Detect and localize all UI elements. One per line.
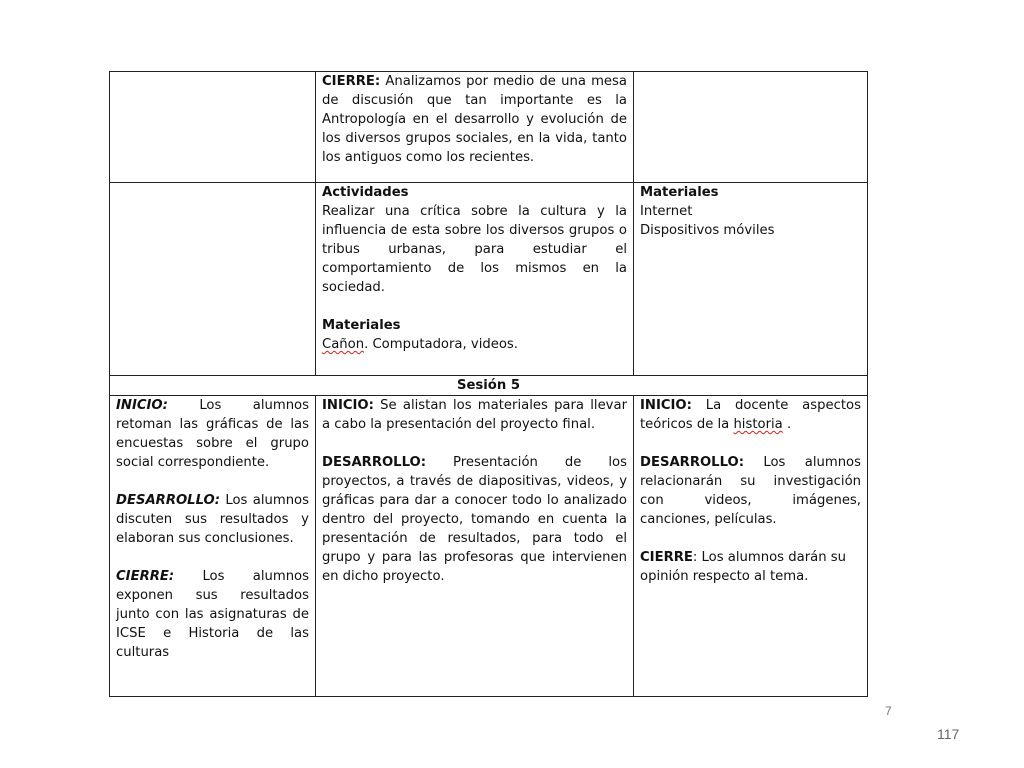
- row1-col2-cell: [316, 72, 634, 183]
- desarrollo-label: DESARROLLO:: [116, 493, 220, 508]
- lesson-plan-table: [109, 71, 868, 697]
- material-item: Dispositivos móviles: [640, 223, 775, 238]
- row1-col1-cell: [110, 72, 316, 183]
- row4-col1-cell: [110, 396, 316, 697]
- actividades-text: Realizar una crítica sobre la cultura y la influencia de esta sobre los diversos grupos o tribus urbanas, para estudiar el comportamiento de los mismos en la sociedad.: [322, 204, 627, 295]
- inicio-text: Los alumnos retoman las gráficas de las encuestas sobre el grupo social correspondiente.: [116, 398, 309, 470]
- inicio-tail: .: [782, 417, 792, 432]
- desarrollo-text: Los alumnos discuten sus resultados y elaboran sus conclusiones.: [116, 493, 309, 546]
- desarrollo-text: Presentación de los proyectos, a través de diapositivas, videos, y gráficas para dar a conocer todo lo analizado dentro del proyecto, tomando en cuenta la presentación de resultados, para todo el grupo y para las profesoras que intervienen en dicho proyecto.: [322, 455, 627, 584]
- materiales-word: Cañon: [322, 337, 365, 352]
- materiales-label-right: Materiales: [640, 185, 719, 200]
- session-header: Sesión 5: [110, 376, 868, 396]
- row2-col2-cell: [316, 183, 634, 376]
- page-number-small: 7: [885, 704, 892, 718]
- cierre-text: Analizamos por medio de una mesa de discusión que tan importante es la Antropología en el desarrollo y evolución de los diversos grupos sociales, en la vida, tanto los antiguos como los recientes.: [322, 74, 627, 165]
- table-row: [110, 396, 868, 697]
- inicio-text: Se alistan los materiales para llevar a cabo la presentación del proyecto final.: [322, 398, 627, 432]
- cierre-text: Los alumnos exponen sus resultados junto con las asignaturas de ICSE e Historia de las culturas: [116, 569, 309, 660]
- table-row: [110, 72, 868, 183]
- table-row: [110, 183, 868, 376]
- row4-col3-cell: [634, 396, 868, 697]
- materiales-label: Materiales: [322, 318, 401, 333]
- inicio-text: La docente aspectos teóricos de la: [640, 398, 861, 432]
- inicio-label: INICIO:: [322, 398, 374, 413]
- inicio-word: historia: [733, 417, 783, 432]
- desarrollo-text: Los alumnos relacionarán su investigación con videos, imágenes, canciones, películas.: [640, 455, 861, 527]
- inicio-label: INICIO:: [640, 398, 692, 413]
- page-number: 117: [937, 726, 960, 742]
- actividades-label: Actividades: [322, 185, 409, 200]
- desarrollo-label: DESARROLLO:: [640, 455, 744, 470]
- row1-col3-cell: [634, 72, 868, 183]
- cierre-label: CIERRE:: [322, 74, 381, 89]
- row2-col3-cell: [634, 183, 868, 376]
- table-row: [110, 376, 868, 396]
- row4-col2-cell: [316, 396, 634, 697]
- materiales-line: [322, 335, 627, 354]
- inicio-label: INICIO:: [116, 398, 168, 413]
- materiales-rest: . Computadora, videos.: [364, 337, 518, 352]
- cierre-label: CIERRE: [640, 550, 693, 565]
- row2-col1-cell: [110, 183, 316, 376]
- cierre-block: [640, 548, 861, 586]
- material-item: Internet: [640, 204, 693, 219]
- desarrollo-label: DESARROLLO:: [322, 455, 426, 470]
- cierre-label: CIERRE:: [116, 569, 175, 584]
- cierre-text: : Los alumnos darán su opinión respecto al tema.: [640, 550, 846, 584]
